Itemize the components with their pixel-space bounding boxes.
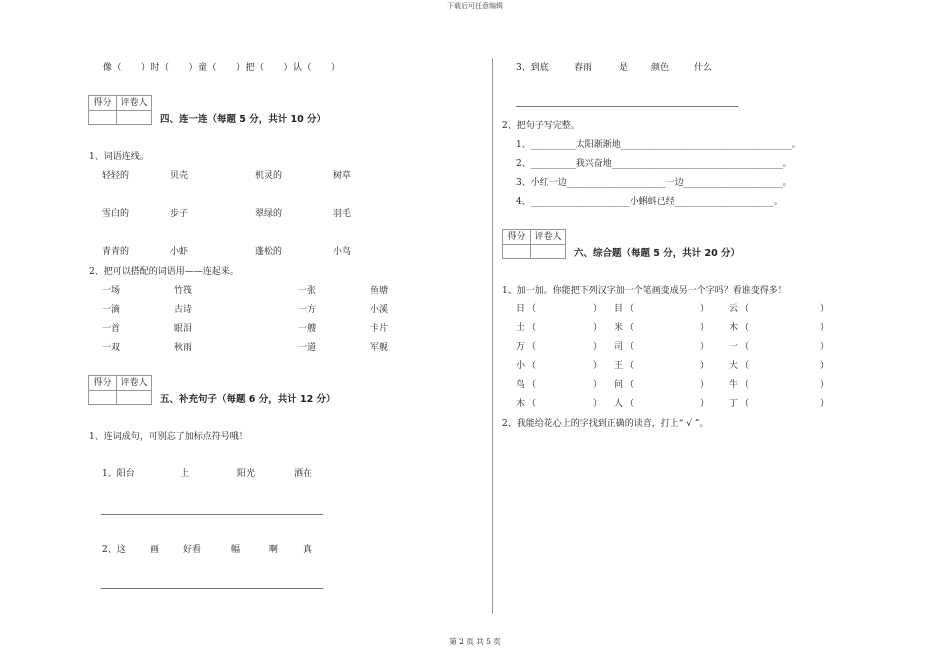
paren-open: （ [625, 342, 635, 352]
word-item: 一艘 [298, 324, 317, 334]
word-item: 小虾 [170, 247, 189, 257]
word-item: 一方 [298, 305, 317, 315]
paren-open: （ [527, 304, 537, 314]
char-item: 丁 [729, 399, 739, 409]
paren-open: （ [740, 399, 750, 409]
paren-open: （ [527, 342, 537, 352]
paren-close: ） [820, 304, 830, 314]
complete-sentence-3: 3、小红一边______________________一边______________________。 [516, 178, 792, 188]
paren-open: （ [625, 304, 635, 314]
word-item: 秋雨 [174, 343, 193, 353]
word-item: 轻轻的 [102, 171, 130, 181]
score-label: 得分 [89, 376, 116, 391]
right-q2: 2、把句子写完整。 [502, 121, 580, 131]
paren-close: ） [700, 304, 710, 314]
paren-close: ） [593, 380, 603, 390]
char-item: 牛 [729, 380, 739, 390]
complete-sentence-4: 4、______________________小蝌蚪已经______________________。 [516, 197, 783, 207]
word-item: 古诗 [174, 305, 193, 315]
paren-close: ） [820, 361, 830, 371]
word: 好看 [183, 545, 202, 555]
paren-close: ） [700, 323, 710, 333]
paren-open: （ [740, 304, 750, 314]
header-note: 下载后可任意编辑 [447, 2, 503, 10]
paren-close: ） [593, 323, 603, 333]
word-item: 青青的 [102, 247, 130, 257]
section6-title: 六、综合题（每题 5 分，共计 20 分） [574, 248, 741, 259]
word: 春雨 [574, 63, 593, 73]
word: 是 [619, 63, 629, 73]
word-item: 卡片 [370, 324, 389, 334]
paren-close: ） [700, 342, 710, 352]
paren-close: ） [700, 399, 710, 409]
char-item: 日 [516, 304, 526, 314]
word-item: 翠绿的 [255, 209, 283, 219]
char-item: 小 [516, 361, 526, 371]
word-item: 竹筏 [174, 286, 193, 296]
word: 颜色 [651, 63, 670, 73]
char-item: 目 [614, 304, 624, 314]
word-item: 小鸟 [333, 247, 352, 257]
word-item: 一场 [102, 286, 121, 296]
word-item: 鱼塘 [370, 286, 389, 296]
paren-open: （ [625, 323, 635, 333]
section6-q1: 1、加一加。你能把下列汉字加一个笔画变成另一个字吗？看谁变得多！ [502, 286, 787, 296]
word: 洒在 [294, 469, 313, 479]
char-item: 问 [614, 380, 624, 390]
section4-title: 四、连一连（每题 5 分，共计 10 分） [160, 114, 327, 125]
word-item: 军舰 [370, 343, 389, 353]
word-item: 步子 [170, 209, 189, 219]
paren-open: （ [625, 380, 635, 390]
score-label: 得分 [503, 230, 530, 245]
char-item: 米 [614, 323, 624, 333]
word: 2、这 [102, 545, 126, 555]
score-box-section4 [88, 95, 152, 125]
grader-label: 评卷人 [117, 96, 151, 111]
word: 3、到底 [516, 63, 549, 73]
word-item: 机灵的 [255, 171, 283, 181]
char-item: 大 [729, 361, 739, 371]
word-item: 蓬松的 [255, 247, 283, 257]
answer-line[interactable] [101, 514, 323, 515]
word-item: 一首 [102, 324, 121, 334]
section4-q1: 1、词语连线。 [89, 152, 149, 162]
column-divider [492, 58, 493, 614]
word: 幅 [231, 545, 241, 555]
answer-line[interactable] [101, 588, 323, 589]
paren-close: ） [820, 342, 830, 352]
paren-open: （ [740, 361, 750, 371]
complete-sentence-2: 2、__________我兴奋地______________________________________。 [516, 159, 792, 169]
paren-open: （ [625, 399, 635, 409]
paren-close: ） [820, 380, 830, 390]
char-item: 木 [729, 323, 739, 333]
word-item: 一双 [102, 343, 121, 353]
paren-close: ） [593, 304, 603, 314]
score-box-section5 [88, 375, 152, 405]
word-item: 一张 [298, 286, 317, 296]
char-item: 木 [516, 399, 526, 409]
section5-title: 五、补充句子（每题 6 分，共计 12 分） [160, 394, 336, 405]
paren-open: （ [740, 342, 750, 352]
paren-close: ） [700, 361, 710, 371]
paren-open: （ [740, 323, 750, 333]
word-item: 雪白的 [102, 209, 130, 219]
paren-open: （ [740, 380, 750, 390]
score-label: 得分 [89, 96, 116, 111]
paren-open: （ [527, 380, 537, 390]
section6-q2: 2、我能给花心上的字找到正确的读音，打上“ √ ”。 [502, 419, 709, 429]
char-item: 土 [516, 323, 526, 333]
grader-label: 评卷人 [117, 376, 151, 391]
char-item: 人 [614, 399, 624, 409]
score-box-section6 [502, 229, 566, 259]
word-item: 小溪 [370, 305, 389, 315]
page-footer: 第 2 页 共 5 页 [449, 637, 501, 646]
paren-close: ） [593, 399, 603, 409]
paren-close: ） [820, 399, 830, 409]
word: 上 [180, 469, 190, 479]
paren-close: ） [593, 361, 603, 371]
word-item: 一滴 [102, 305, 121, 315]
answer-line[interactable] [516, 106, 738, 107]
word: 什么 [694, 63, 713, 73]
paren-close: ） [820, 323, 830, 333]
word: 画 [150, 545, 160, 555]
word: 阳光 [237, 469, 256, 479]
word: 啊 [269, 545, 279, 555]
word-item: 树草 [333, 171, 352, 181]
char-item: 鸟 [516, 380, 526, 390]
word: 真 [303, 545, 313, 555]
section5-q1: 1、连词成句，可别忘了加标点符号哦！ [89, 432, 248, 442]
char-item: 一 [729, 342, 739, 352]
word-item: 一道 [298, 343, 317, 353]
grader-label: 评卷人 [531, 230, 565, 245]
paren-close: ） [593, 342, 603, 352]
word: 1、阳台 [102, 469, 135, 479]
paren-open: （ [625, 361, 635, 371]
complete-sentence-1: 1、__________太阳渐渐地______________________________________。 [516, 140, 801, 150]
char-item: 万 [516, 342, 526, 352]
top-fill-row: 像（ ）时（ ）童（ ）把（ ）认（ ） [103, 63, 341, 73]
paren-open: （ [527, 361, 537, 371]
paren-open: （ [527, 323, 537, 333]
word-item: 羽毛 [333, 209, 352, 219]
paren-close: ） [700, 380, 710, 390]
char-item: 王 [614, 361, 624, 371]
word-item: 贝壳 [170, 171, 189, 181]
char-item: 云 [729, 304, 739, 314]
section4-q2: 2、把可以搭配的词语用——连起来。 [89, 267, 239, 277]
char-item: 司 [614, 342, 624, 352]
paren-open: （ [527, 399, 537, 409]
word-item: 眼泪 [174, 324, 193, 334]
